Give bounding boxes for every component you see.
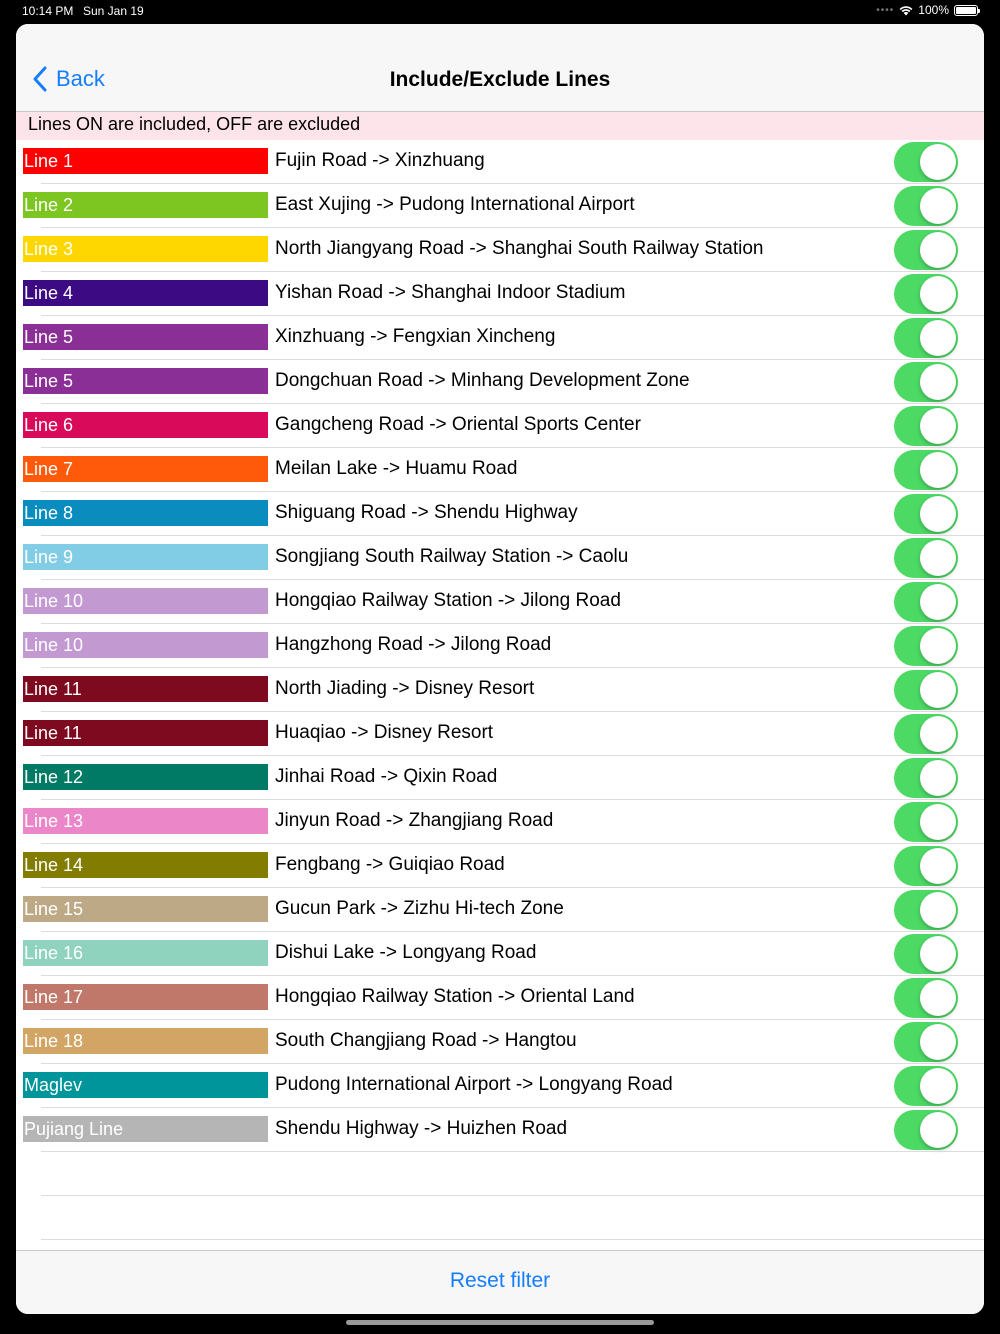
toggle-knob bbox=[920, 892, 956, 928]
line-route: North Jiangyang Road -> Shanghai South Railway Station bbox=[275, 238, 764, 259]
line-toggle-switch[interactable] bbox=[894, 406, 958, 446]
line-badge: Line 17 bbox=[23, 984, 268, 1010]
line-toggle-switch[interactable] bbox=[894, 274, 958, 314]
toggle-knob bbox=[920, 232, 956, 268]
bottom-toolbar bbox=[16, 1250, 984, 1314]
line-toggle-switch[interactable] bbox=[894, 494, 958, 534]
line-row bbox=[16, 712, 984, 756]
line-route: Shiguang Road -> Shendu Highway bbox=[275, 502, 578, 523]
line-route: Songjiang South Railway Station -> Caolu bbox=[275, 546, 629, 567]
modal-sheet bbox=[16, 24, 984, 1314]
line-row bbox=[16, 1064, 984, 1108]
line-toggle-switch[interactable] bbox=[894, 1022, 958, 1062]
wifi-icon bbox=[899, 5, 913, 16]
line-toggle-switch[interactable] bbox=[894, 362, 958, 402]
line-badge: Line 5 bbox=[23, 368, 268, 394]
line-row bbox=[16, 228, 984, 272]
line-badge: Line 2 bbox=[23, 192, 268, 218]
line-route: Hongqiao Railway Station -> Oriental Land bbox=[275, 986, 635, 1007]
line-route: Huaqiao -> Disney Resort bbox=[275, 722, 494, 743]
status-date: Sun Jan 19 bbox=[83, 4, 144, 18]
toggle-knob bbox=[920, 408, 956, 444]
line-route: Xinzhuang -> Fengxian Xincheng bbox=[275, 326, 556, 347]
line-list bbox=[16, 140, 984, 1240]
line-badge: Line 12 bbox=[23, 764, 268, 790]
toggle-knob bbox=[920, 672, 956, 708]
line-badge: Line 10 bbox=[23, 632, 268, 658]
line-toggle-switch[interactable] bbox=[894, 318, 958, 358]
toggle-knob bbox=[920, 496, 956, 532]
line-row bbox=[16, 536, 984, 580]
line-badge: Line 5 bbox=[23, 324, 268, 350]
line-row bbox=[16, 1020, 984, 1064]
toggle-knob bbox=[920, 276, 956, 312]
line-route: Yishan Road -> Shanghai Indoor Stadium bbox=[275, 282, 626, 303]
navigation-bar bbox=[16, 24, 984, 112]
line-route: Fengbang -> Guiqiao Road bbox=[275, 854, 505, 875]
line-toggle-switch[interactable] bbox=[894, 934, 958, 974]
empty-row bbox=[16, 1196, 984, 1240]
line-route: East Xujing -> Pudong International Airport bbox=[275, 194, 635, 215]
line-row bbox=[16, 888, 984, 932]
line-toggle-switch[interactable] bbox=[894, 142, 958, 182]
toggle-knob bbox=[920, 1112, 956, 1148]
line-route: Gangcheng Road -> Oriental Sports Center bbox=[275, 414, 641, 435]
toggle-knob bbox=[920, 760, 956, 796]
line-badge: Maglev bbox=[23, 1072, 268, 1098]
line-route: Jinhai Road -> Qixin Road bbox=[275, 766, 498, 787]
line-toggle-switch[interactable] bbox=[894, 186, 958, 226]
line-route: Hangzhong Road -> Jilong Road bbox=[275, 634, 552, 655]
line-route: Dishui Lake -> Longyang Road bbox=[275, 942, 537, 963]
line-toggle-switch[interactable] bbox=[894, 538, 958, 578]
line-route: Shendu Highway -> Huizhen Road bbox=[275, 1118, 568, 1139]
line-row bbox=[16, 844, 984, 888]
toggle-knob bbox=[920, 584, 956, 620]
line-route: Fujin Road -> Xinzhuang bbox=[275, 150, 485, 171]
line-badge: Line 7 bbox=[23, 456, 268, 482]
line-toggle-switch[interactable] bbox=[894, 1110, 958, 1150]
row-separator bbox=[41, 1239, 984, 1240]
toggle-knob bbox=[920, 936, 956, 972]
empty-row bbox=[16, 1152, 984, 1196]
line-row bbox=[16, 624, 984, 668]
page-title: Include/Exclude Lines bbox=[389, 68, 611, 91]
line-toggle-switch[interactable] bbox=[894, 626, 958, 666]
toggle-knob bbox=[920, 716, 956, 752]
line-toggle-switch[interactable] bbox=[894, 670, 958, 710]
line-badge: Pujiang Line bbox=[23, 1116, 268, 1142]
line-row bbox=[16, 668, 984, 712]
line-route: Jinyun Road -> Zhangjiang Road bbox=[275, 810, 554, 831]
line-row bbox=[16, 800, 984, 844]
line-route: Hongqiao Railway Station -> Jilong Road bbox=[275, 590, 621, 611]
line-row bbox=[16, 404, 984, 448]
reset-filter-button[interactable]: Reset filter bbox=[449, 1269, 551, 1292]
line-badge: Line 1 bbox=[23, 148, 268, 174]
line-toggle-switch[interactable] bbox=[894, 890, 958, 930]
toggle-knob bbox=[920, 848, 956, 884]
line-toggle-switch[interactable] bbox=[894, 978, 958, 1018]
toggle-knob bbox=[920, 320, 956, 356]
status-bar bbox=[0, 0, 1000, 24]
line-toggle-switch[interactable] bbox=[894, 230, 958, 270]
line-row bbox=[16, 492, 984, 536]
line-toggle-switch[interactable] bbox=[894, 582, 958, 622]
line-badge: Line 6 bbox=[23, 412, 268, 438]
line-row bbox=[16, 184, 984, 228]
line-badge: Line 9 bbox=[23, 544, 268, 570]
line-row bbox=[16, 756, 984, 800]
line-badge: Line 11 bbox=[23, 720, 268, 746]
line-badge: Line 14 bbox=[23, 852, 268, 878]
toggle-knob bbox=[920, 628, 956, 664]
line-route: Gucun Park -> Zizhu Hi-tech Zone bbox=[275, 898, 564, 919]
line-toggle-switch[interactable] bbox=[894, 714, 958, 754]
toggle-knob bbox=[920, 804, 956, 840]
line-row bbox=[16, 448, 984, 492]
line-badge: Line 16 bbox=[23, 940, 268, 966]
toggle-knob bbox=[920, 144, 956, 180]
line-route: North Jiading -> Disney Resort bbox=[275, 678, 535, 699]
line-row bbox=[16, 1108, 984, 1152]
toggle-knob bbox=[920, 364, 956, 400]
line-badge: Line 13 bbox=[23, 808, 268, 834]
back-button-label: Back bbox=[56, 66, 105, 91]
line-toggle-switch[interactable] bbox=[894, 846, 958, 886]
line-route: South Changjiang Road -> Hangtou bbox=[275, 1030, 577, 1051]
line-toggle-switch[interactable] bbox=[894, 1066, 958, 1106]
line-row bbox=[16, 932, 984, 976]
line-toggle-switch[interactable] bbox=[894, 758, 958, 798]
line-row bbox=[16, 140, 984, 184]
info-banner: Lines ON are included, OFF are excluded bbox=[16, 112, 984, 140]
line-row bbox=[16, 976, 984, 1020]
home-indicator bbox=[346, 1320, 654, 1325]
battery-icon bbox=[954, 5, 978, 16]
line-badge: Line 15 bbox=[23, 896, 268, 922]
toggle-knob bbox=[920, 1024, 956, 1060]
status-indicators bbox=[876, 3, 978, 17]
line-row bbox=[16, 272, 984, 316]
line-badge: Line 11 bbox=[23, 676, 268, 702]
line-route: Dongchuan Road -> Minhang Development Zone bbox=[275, 370, 690, 391]
line-badge: Line 4 bbox=[23, 280, 268, 306]
line-row bbox=[16, 316, 984, 360]
line-badge: Line 10 bbox=[23, 588, 268, 614]
line-badge: Line 18 bbox=[23, 1028, 268, 1054]
toggle-knob bbox=[920, 980, 956, 1016]
status-time: 10:14 PM bbox=[22, 4, 74, 18]
toggle-knob bbox=[920, 188, 956, 224]
toggle-knob bbox=[920, 540, 956, 576]
line-row bbox=[16, 580, 984, 624]
line-row bbox=[16, 360, 984, 404]
line-route: Meilan Lake -> Huamu Road bbox=[275, 458, 518, 479]
line-badge: Line 3 bbox=[23, 236, 268, 262]
line-toggle-switch[interactable] bbox=[894, 802, 958, 842]
battery-percent: 100% bbox=[918, 3, 949, 17]
toggle-knob bbox=[920, 1068, 956, 1104]
toggle-knob bbox=[920, 452, 956, 488]
line-toggle-switch[interactable] bbox=[894, 450, 958, 490]
line-route: Pudong International Airport -> Longyang Road bbox=[275, 1074, 673, 1095]
multitasking-dots-icon: •••• bbox=[876, 4, 895, 16]
line-badge: Line 8 bbox=[23, 500, 268, 526]
